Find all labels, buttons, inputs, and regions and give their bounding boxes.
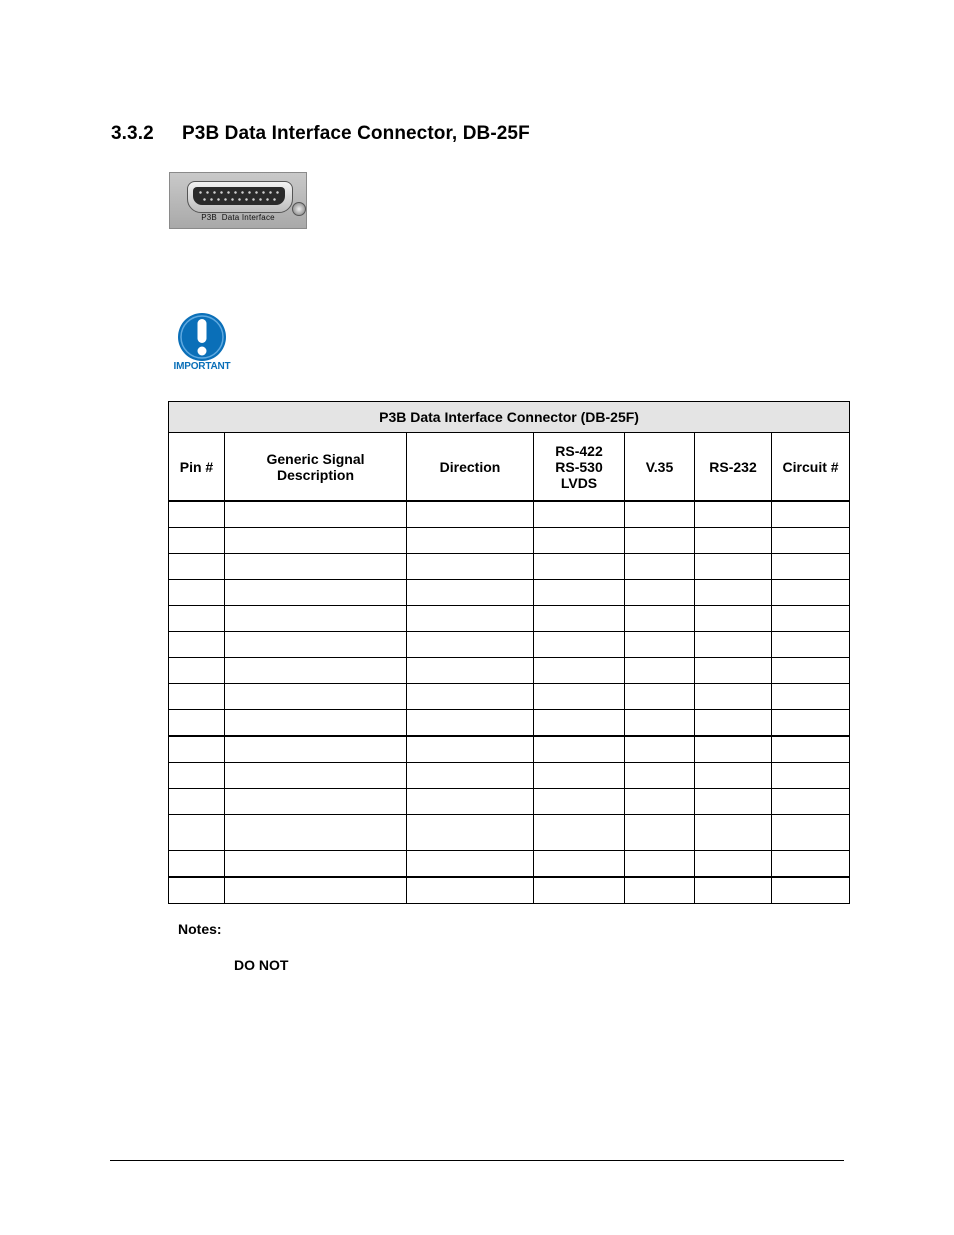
table-cell bbox=[534, 554, 625, 580]
table-cell bbox=[695, 736, 772, 763]
table-cell bbox=[695, 851, 772, 878]
table-cell bbox=[772, 580, 850, 606]
table-cell bbox=[225, 789, 407, 815]
table-cell bbox=[169, 789, 225, 815]
table-row bbox=[169, 501, 850, 528]
table-cell bbox=[534, 763, 625, 789]
table-cell bbox=[225, 684, 407, 710]
section-number: 3.3.2 bbox=[111, 123, 154, 144]
table-row bbox=[169, 658, 850, 684]
table-row bbox=[169, 736, 850, 763]
column-header: V.35 bbox=[625, 433, 695, 502]
column-header: RS-232 bbox=[695, 433, 772, 502]
connector-label: P3B Data Interface bbox=[201, 213, 275, 222]
table-cell bbox=[169, 554, 225, 580]
table-cell bbox=[625, 606, 695, 632]
table-cell bbox=[625, 736, 695, 763]
table-row bbox=[169, 877, 850, 904]
table-cell bbox=[772, 658, 850, 684]
table-cell bbox=[695, 554, 772, 580]
notes-label: Notes: bbox=[178, 921, 222, 937]
table-cell bbox=[534, 736, 625, 763]
table-cell bbox=[625, 763, 695, 789]
table-cell bbox=[695, 877, 772, 904]
table-cell bbox=[625, 632, 695, 658]
section-title: P3B Data Interface Connector, DB-25F bbox=[182, 123, 530, 144]
table-cell bbox=[625, 580, 695, 606]
table-cell bbox=[534, 789, 625, 815]
table-cell bbox=[225, 877, 407, 904]
table-cell bbox=[772, 851, 850, 878]
table-cell bbox=[772, 501, 850, 528]
table-row bbox=[169, 528, 850, 554]
table-cell bbox=[407, 632, 534, 658]
table-cell bbox=[407, 528, 534, 554]
table-cell bbox=[625, 684, 695, 710]
table-cell bbox=[225, 580, 407, 606]
table-cell bbox=[225, 606, 407, 632]
table-cell bbox=[534, 684, 625, 710]
table-row bbox=[169, 554, 850, 580]
table-cell bbox=[169, 851, 225, 878]
column-header: Direction bbox=[407, 433, 534, 502]
table-row bbox=[169, 815, 850, 851]
table-cell bbox=[407, 684, 534, 710]
table-cell bbox=[407, 736, 534, 763]
table-cell bbox=[407, 877, 534, 904]
table-cell bbox=[625, 501, 695, 528]
table-cell bbox=[225, 763, 407, 789]
table-cell bbox=[772, 684, 850, 710]
table-cell bbox=[695, 528, 772, 554]
table-cell bbox=[534, 877, 625, 904]
table-cell bbox=[169, 710, 225, 737]
table-title: P3B Data Interface Connector (DB-25F) bbox=[169, 402, 850, 433]
table-cell bbox=[695, 684, 772, 710]
table-cell bbox=[407, 580, 534, 606]
table-cell bbox=[534, 851, 625, 878]
table-cell bbox=[169, 580, 225, 606]
table-cell bbox=[772, 528, 850, 554]
table-cell bbox=[169, 658, 225, 684]
table-cell bbox=[225, 851, 407, 878]
pinout-table bbox=[168, 401, 850, 904]
table-cell bbox=[407, 789, 534, 815]
table-cell bbox=[695, 501, 772, 528]
table-cell bbox=[407, 815, 534, 851]
table-row bbox=[169, 763, 850, 789]
table-cell bbox=[407, 851, 534, 878]
table-cell bbox=[169, 736, 225, 763]
table-cell bbox=[534, 606, 625, 632]
table-cell bbox=[407, 763, 534, 789]
table-cell bbox=[225, 528, 407, 554]
table-cell bbox=[625, 554, 695, 580]
important-notice bbox=[169, 312, 235, 374]
table-cell bbox=[625, 789, 695, 815]
table-cell bbox=[169, 684, 225, 710]
table-cell bbox=[625, 658, 695, 684]
table-cell bbox=[225, 815, 407, 851]
column-header: Pin # bbox=[169, 433, 225, 502]
table-cell bbox=[407, 554, 534, 580]
table-cell bbox=[625, 710, 695, 737]
table-cell bbox=[407, 658, 534, 684]
table-cell bbox=[772, 554, 850, 580]
table-cell bbox=[772, 789, 850, 815]
table-cell bbox=[534, 501, 625, 528]
db25-connector-photo bbox=[169, 172, 307, 229]
table-cell bbox=[534, 658, 625, 684]
table-cell bbox=[534, 815, 625, 851]
table-cell bbox=[225, 554, 407, 580]
table-cell bbox=[772, 877, 850, 904]
table-cell bbox=[695, 815, 772, 851]
table-row bbox=[169, 789, 850, 815]
table-cell bbox=[695, 580, 772, 606]
table-cell bbox=[625, 528, 695, 554]
table-cell bbox=[772, 710, 850, 737]
table-cell bbox=[695, 606, 772, 632]
table-cell bbox=[772, 606, 850, 632]
table-cell bbox=[169, 815, 225, 851]
table-cell bbox=[772, 815, 850, 851]
table-cell bbox=[625, 851, 695, 878]
table-cell bbox=[169, 528, 225, 554]
table-cell bbox=[625, 815, 695, 851]
exclamation-circle-icon bbox=[169, 312, 235, 362]
do-not-text: DO NOT bbox=[234, 957, 289, 973]
table-cell bbox=[772, 632, 850, 658]
table-row bbox=[169, 632, 850, 658]
table-cell bbox=[225, 658, 407, 684]
table-cell bbox=[407, 501, 534, 528]
important-label: IMPORTANT bbox=[173, 361, 231, 372]
table-cell bbox=[225, 710, 407, 737]
table-cell bbox=[534, 528, 625, 554]
table-cell bbox=[534, 632, 625, 658]
table-cell bbox=[772, 763, 850, 789]
table-cell bbox=[169, 877, 225, 904]
section-heading bbox=[111, 123, 530, 145]
table-cell bbox=[225, 501, 407, 528]
table-cell bbox=[169, 606, 225, 632]
table-cell bbox=[407, 606, 534, 632]
table-cell bbox=[695, 632, 772, 658]
table-cell bbox=[625, 877, 695, 904]
footer-divider bbox=[110, 1160, 844, 1161]
column-header: RS-422 RS-530 LVDS bbox=[534, 433, 625, 502]
table-cell bbox=[695, 763, 772, 789]
table-cell bbox=[169, 632, 225, 658]
table-cell bbox=[407, 710, 534, 737]
table-row bbox=[169, 684, 850, 710]
table-cell bbox=[169, 763, 225, 789]
table-cell bbox=[225, 736, 407, 763]
table-cell bbox=[772, 736, 850, 763]
table-cell bbox=[534, 710, 625, 737]
table-row bbox=[169, 606, 850, 632]
table-cell bbox=[169, 501, 225, 528]
table-row bbox=[169, 851, 850, 878]
table-cell bbox=[695, 789, 772, 815]
column-header: Generic Signal Description bbox=[225, 433, 407, 502]
table-row bbox=[169, 580, 850, 606]
table-row bbox=[169, 710, 850, 737]
connector-pins bbox=[193, 187, 285, 205]
table-cell bbox=[225, 632, 407, 658]
table-cell bbox=[534, 580, 625, 606]
table-cell bbox=[695, 658, 772, 684]
column-header: Circuit # bbox=[772, 433, 850, 502]
table-cell bbox=[695, 710, 772, 737]
